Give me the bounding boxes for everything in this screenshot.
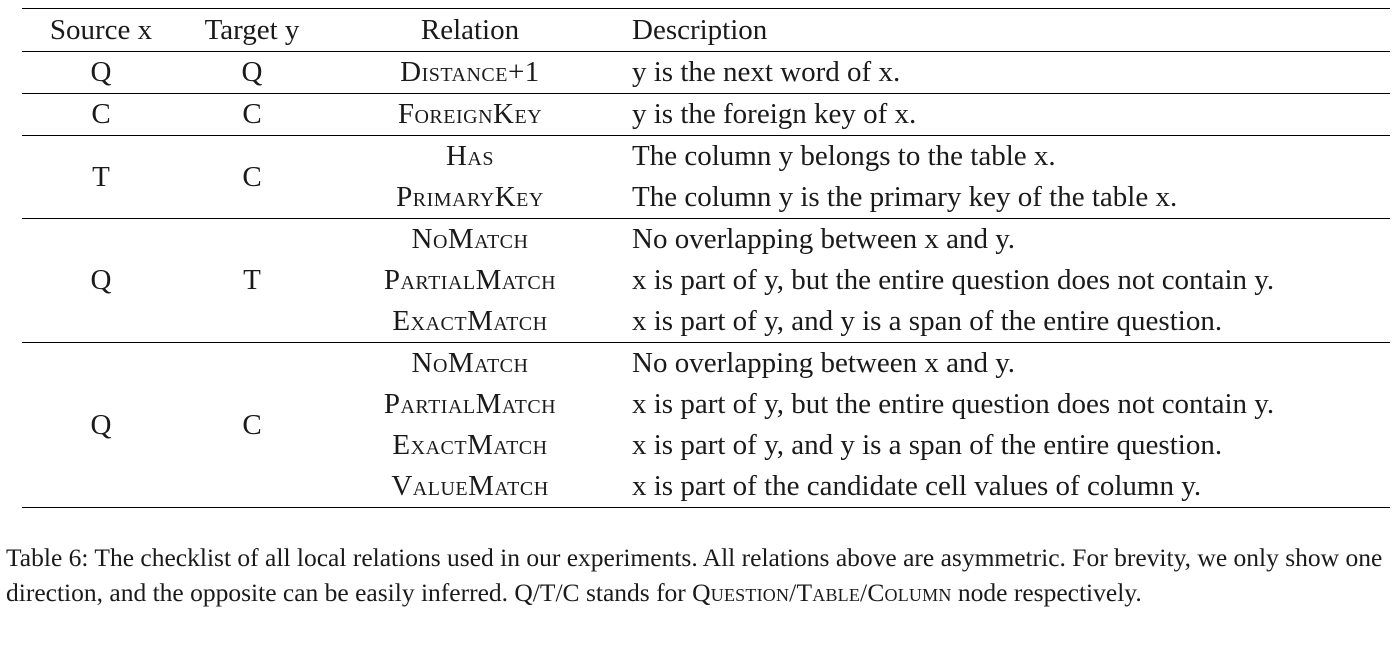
- relation-name: NoMatch: [411, 347, 529, 379]
- relation-description: x is part of y, but the entire question does not contain y.: [632, 264, 1275, 296]
- source-cell: Q: [90, 408, 112, 441]
- relation-description: y is the foreign key of x.: [632, 98, 917, 130]
- relation-name: PrimaryKey: [396, 181, 544, 213]
- relation-name: NoMatch: [411, 223, 529, 255]
- relation-cell: [324, 343, 616, 508]
- relation-description: x is part of y, and y is a span of the entire question.: [632, 305, 1223, 337]
- header-source: Source x: [49, 13, 153, 46]
- source-cell: C: [91, 98, 111, 130]
- target-cell: C: [242, 408, 262, 441]
- relation-description: y is the next word of x.: [632, 56, 901, 88]
- relation-name: PartialMatch: [383, 388, 557, 420]
- relation-group: [22, 52, 1390, 94]
- table-row: [22, 343, 1390, 508]
- header-relation: Relation: [420, 13, 520, 46]
- relation-cell: [324, 94, 616, 136]
- relation-description: No overlapping between x and y.: [632, 223, 1016, 255]
- table-row: [22, 219, 1390, 343]
- target-cell: T: [243, 264, 261, 296]
- relation-description: x is part of y, and y is a span of the entire question.: [632, 429, 1223, 461]
- relation-description: x is part of y, but the entire question does not contain y.: [632, 388, 1275, 420]
- description-cell: [616, 94, 1390, 136]
- relation-name: ExactMatch: [392, 305, 548, 337]
- relation-cell: [324, 52, 616, 94]
- table-row: [22, 136, 1390, 219]
- caption-text-before: The checklist of all local relations used in our experiments. All relations above are asymmetric. For brevity, we only show one direction, and the opposite can be easily inferred. Q/T/C stands for: [6, 543, 1383, 607]
- table-row: [22, 94, 1390, 136]
- description-cell: [616, 343, 1390, 508]
- description-cell: [616, 219, 1390, 343]
- relation-group: [22, 94, 1390, 136]
- relation-name: ExactMatch: [392, 429, 548, 461]
- source-cell: Q: [90, 264, 112, 296]
- description-cell: [616, 136, 1390, 219]
- relation-description: No overlapping between x and y.: [632, 347, 1016, 379]
- source-cell: T: [92, 160, 110, 193]
- table-row: [22, 52, 1390, 94]
- relation-name: ForeignKey: [397, 98, 543, 130]
- table-header: [22, 9, 1390, 52]
- relation-description: x is part of the candidate cell values of column y.: [632, 470, 1202, 502]
- target-cell: Q: [241, 56, 263, 88]
- relation-cell: [324, 136, 616, 219]
- header-row: [22, 9, 1390, 52]
- relation-name: ValueMatch: [391, 470, 549, 502]
- caption-text-after: node respectively.: [951, 578, 1142, 607]
- relation-group: [22, 343, 1390, 508]
- table-caption: [6, 540, 1394, 610]
- source-cell: Q: [90, 56, 112, 88]
- relation-group: [22, 136, 1390, 219]
- header-description: Description: [632, 13, 768, 46]
- relation-description: The column y belongs to the table x.: [632, 140, 1056, 172]
- target-cell: C: [242, 160, 262, 193]
- relations-table: [22, 8, 1390, 508]
- relation-name: Has: [445, 140, 494, 172]
- relation-description: The column y is the primary key of the table x.: [632, 181, 1178, 213]
- relations-table-container: [22, 8, 1390, 508]
- caption-label: Table 6:: [6, 543, 89, 572]
- description-cell: [616, 52, 1390, 94]
- relation-name: Distance+1: [400, 56, 540, 88]
- relation-cell: [324, 219, 616, 343]
- caption-small-caps: Question/Table/Column: [692, 578, 952, 607]
- relation-name: PartialMatch: [383, 264, 557, 296]
- target-cell: C: [242, 98, 262, 130]
- header-target: Target y: [204, 13, 300, 46]
- relation-group: [22, 219, 1390, 343]
